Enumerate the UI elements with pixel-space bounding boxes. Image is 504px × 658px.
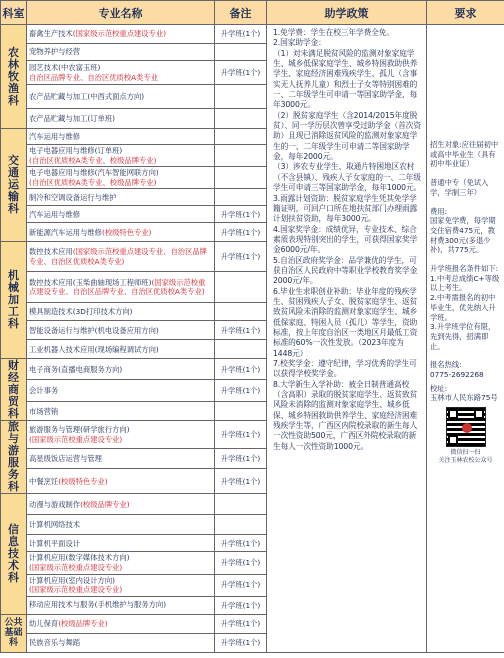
req-fees: 国家免学费，每学期交住宿费475元，教材费300元(多退少补)，共775元。: [430, 216, 496, 255]
major-row-28: 幼儿保育(校级品牌专业): [27, 614, 215, 633]
note-row-17: 升学班(1个): [215, 380, 267, 402]
note-row-25: 升学班(1个): [215, 552, 267, 574]
note-row-8: [215, 189, 267, 206]
req-phone-title: 报名热线:: [430, 360, 462, 370]
major-row-13: 模具制造技术(3D打印技术方向): [27, 303, 215, 321]
req-enroll: 招生对象:应往届初中或高中毕业生（具有初中毕业证）: [430, 140, 499, 169]
header-major: 专业名称: [27, 1, 215, 25]
note-row-19: 升学班(1个): [215, 421, 267, 449]
major-row-11: 数控技术应用(国家级示范校重点建设专业、自治区品牌专业、自治区优质校A类专业): [27, 242, 215, 272]
major-row-24: 计算机平面设计: [27, 535, 215, 552]
note-row-16: 升学班(1个): [215, 359, 267, 380]
policy-p11: 8.大学新生入学补助：被全日制普通高校（含高职）录取的脱贫家庭学生、返贫致贫风险未消除的监测对象家庭学生、城乡低保、城乡特困救助供养学生、家庭经济困难残疾学生等，广西区内院校录取的新生每人一次性资助500元，广西区外院校录取的新生每人一次性资助1000元。: [273, 379, 418, 451]
dept-tourism: 旅与游服务科: [1, 421, 27, 494]
note-row-18: [215, 402, 267, 421]
note-row-28: 升学班(1个): [215, 614, 267, 633]
dept-info: 信息技术科: [1, 494, 27, 614]
dept-basic: 公共基础科: [1, 614, 27, 652]
major-row-26: 计算机应用(室内设计方向) (国家级示范校重点建设专业): [27, 574, 215, 596]
policy-p4: （2）脱贫家庭学生（含2014/2015年度脱贫）、同一学历层次曾享受过助学金（首次资助）且现已消除返贫风险的监测对象家庭学生的一、二年级学生可申请二等国家助学金，每年2000元。: [273, 110, 421, 162]
policy-p9: 6.毕业生求职创业补助：毕业年度的残疾学生、贫困残疾人子女、脱贫家庭学生、返贫致贫风险未消除的监测对象家庭学生、城乡低保家庭、特困人员（孤儿）等学生，资助标准，按上年度自治区一类地区月最低工资标准的60%一次性发放。（2023年度为1448元）: [273, 286, 418, 358]
policy-p10: 7.校奖学金：遵守纪律，学习优秀的学生可以获得学校奖学金。: [273, 359, 417, 379]
policy-p1: 1.免学费：学生在校三年学费全免。: [273, 28, 394, 37]
major-row-21: 中餐烹饪(校级特色专业): [27, 469, 215, 494]
requirement-cell: [427, 25, 504, 653]
major-row-1: 宠物养护与经营: [27, 44, 215, 61]
major-row-18: 市场营销: [27, 402, 215, 421]
policy-p5: （3）涉农专业学生、取通片特困地区农村（不含县镇）、残疾人子女家庭的一、二年级学生可申请三等国家助学金，每年1000元。: [273, 162, 422, 193]
note-row-10: 升学班(1个): [215, 223, 267, 242]
major-row-2: 园艺技术(中农富玉班) 自治区品牌专业、自治区优质校A类专业: [27, 61, 215, 85]
qr-caption: 微信扫一扫 关注玉林农校公众号: [438, 449, 493, 465]
req-adv1: 1.中考总成绩C+等级以上考生。: [430, 273, 500, 293]
major-row-10: 新能源汽车运用与维修(校级特色专业): [27, 223, 215, 242]
major-row-5: 汽车运用与维修: [27, 129, 215, 145]
req-adv3: 3.升学班学位有限，先到先得，招满即止。: [430, 322, 496, 351]
policy-p7: 4.国家奖学金：成绩优异，专业技术、综合素质表现特别突出的学生，可获得国家奖学金6000元/年。: [273, 224, 418, 255]
header-dept: 科室: [1, 1, 27, 25]
note-row-27: 升学班(1个): [215, 596, 267, 614]
note-row-13: [215, 303, 267, 321]
note-row-6: [215, 145, 267, 167]
note-row-22: [215, 494, 267, 515]
major-row-8: 制冷和空调设备运行与维护: [27, 189, 215, 206]
major-row-27: 移动应用技术与服务(手机维护与服务方向): [27, 596, 215, 614]
note-row-12: [215, 272, 267, 303]
policy-p8: 5.自治区政府奖学金：品学兼优的学生，可获自治区人民政府中等职业学校教育奖学金2000元/年。: [273, 255, 418, 286]
note-row-20: 升学班(1个): [215, 448, 267, 468]
dept-mech: 机械加工科: [1, 242, 27, 359]
major-row-6: 电子电器应用与维修(订单班) (自治区优质校A类专业、校级品牌专业): [27, 145, 215, 167]
major-row-0: 畜禽生产技术(国家级示范校重点建设专业): [27, 25, 215, 44]
major-row-12: 数控技术应用(玉柴曲轴现场工程师班)(国家级示范校重点建设专业、自治区品牌专业、自治区优质校A类专业): [27, 272, 215, 303]
note-row-23: [215, 515, 267, 535]
note-row-2: 升学班(1个): [215, 61, 267, 85]
note-row-15: [215, 340, 267, 359]
major-row-17: 会计事务: [27, 380, 215, 402]
note-row-9: 升学班(1个): [215, 206, 267, 223]
major-row-7: 电子电器应用与维修(汽车智能网联方向) (自治区优质校A类专业、校级品牌专业): [27, 167, 215, 189]
major-row-23: 计算机网络技术: [27, 515, 215, 535]
header-row: [1, 1, 504, 25]
note-row-3: [215, 85, 267, 109]
req-addr: 玉林市人民东路75号: [430, 393, 498, 403]
note-row-14: 升学班(1个): [215, 321, 267, 340]
policy-cell: [267, 25, 427, 653]
dept-traffic: 交通运输科: [1, 129, 27, 242]
req-addr-title: 校址:: [430, 383, 448, 393]
major-row-4: 农产品贮藏与加工(订单班): [27, 109, 215, 129]
req-phone: 0775-2692268: [430, 370, 484, 380]
major-row-16: 电子商务(直播电商服务方向): [27, 359, 215, 380]
major-row-3: 农产品贮藏与加工(中西式面点方向): [27, 85, 215, 109]
major-row-22: 动漫与游戏制作(校级品牌专业): [27, 494, 215, 515]
note-row-5: [215, 129, 267, 145]
header-note: 备注: [215, 1, 267, 25]
req-advance-title: 升学班报名条件如下:: [430, 264, 499, 274]
major-row-19: 旅游服务与管理(研学旅行方向) (国家级示范校重点建设专业): [27, 421, 215, 449]
major-row-20: 高星级饭店运营与管理: [27, 448, 215, 468]
note-row-4: [215, 109, 267, 129]
policy-p6: 3.雨露计划资助：脱贫家庭学生凭其免学学籍证明，可回户口所在地扶贫部门办理雨露计划扶贫资助，每年3000元。: [273, 193, 418, 224]
note-row-11: 升学班(1个): [215, 242, 267, 272]
dept-agri: 农林牧渔科: [1, 25, 27, 129]
header-requirement: 要求: [427, 1, 504, 25]
note-row-26: 升学班(1个): [215, 574, 267, 596]
req-common: 普通中专（免试入学，学制三年）: [430, 178, 489, 197]
header-policy: 助学政策: [267, 1, 427, 25]
policy-p3: （1）対未满足脱贫风险的监测对象家庭学生、城乡低保家庭学生、城乡特困救助供养学生、家庭经济困难残疾学生、孤儿（含事实无人抚养儿童）和烈士子女等特别困难的一、二年级学生可申请一等国家助学金，每年3000元。: [273, 48, 418, 110]
note-row-1: [215, 44, 267, 61]
dept-finance: 财经商贸科: [1, 359, 27, 421]
note-row-7: [215, 167, 267, 189]
note-row-24: 升学班(1个): [215, 535, 267, 552]
major-row-15: 工业机器人技术应用(现场编程调试方向): [27, 340, 215, 359]
qr-code-icon[interactable]: [446, 407, 486, 447]
req-fees-title: 费用:: [430, 206, 448, 216]
note-row-21: 升学班(1个): [215, 469, 267, 494]
major-row-9: 汽车运用与维修: [27, 206, 215, 223]
note-row-0: 升学班(1个): [215, 25, 267, 44]
major-row-14: 智能设备运行与维护(机电设备应用方向): [27, 321, 215, 340]
major-row-25: 计算机应用(数字媒体技术方向) (国家级示范校重点建设专业): [27, 552, 215, 574]
policy-p2: 2.国家助学金：: [273, 38, 326, 48]
major-row-29: 民族音乐与舞蹈: [27, 633, 215, 652]
note-row-29: 升学班(1个): [215, 633, 267, 652]
req-adv2: 2.中考需报名的初中毕业生，优先纳入升学班。: [430, 293, 496, 322]
